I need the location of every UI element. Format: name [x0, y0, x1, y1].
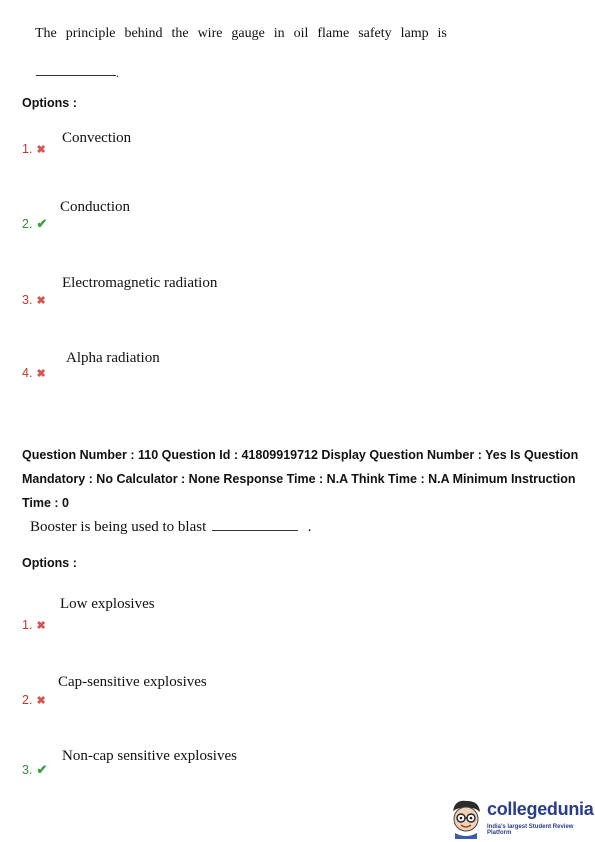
options-label: Options :: [22, 556, 77, 570]
option-number: 4. ✖: [22, 366, 46, 380]
mascot-logo-icon: [447, 797, 485, 839]
cross-icon: ✖: [36, 694, 46, 707]
cross-icon: ✖: [36, 294, 46, 307]
checkmark-icon: ✔: [36, 216, 48, 231]
option-text: Non-cap sensitive explosives: [62, 748, 237, 764]
option-number: 3. ✖: [22, 293, 46, 307]
answer-blank-line: [36, 75, 116, 76]
option-number: 2. ✔: [22, 216, 48, 231]
checkmark-icon: ✔: [36, 762, 48, 777]
question-metadata: Question Number : 110 Question Id : 41809919712 Display Question Number : Yes Is Question Mandatory : No Calculator : None Response Time : N.A Think Time : N.A Minimum Instruction Time : 0: [22, 448, 579, 510]
brand-name: collegedunia: [487, 799, 594, 819]
option-text: Cap-sensitive explosives: [58, 674, 207, 690]
answer-blank-line: [212, 530, 298, 531]
brand-tagline: India's largest Student Review Platform: [487, 824, 574, 836]
option-text: Convection: [62, 130, 132, 146]
option-number: 1. ✖: [22, 142, 46, 156]
options-label: Options :: [22, 96, 77, 110]
option-number: 3. ✔: [22, 762, 48, 777]
option-text: Conduction: [60, 199, 130, 215]
blank-period: .: [116, 66, 119, 80]
option-text: Alpha radiation: [66, 350, 160, 366]
option-number: 2. ✖: [22, 693, 46, 707]
cross-icon: ✖: [36, 367, 46, 380]
option-text: Low explosives: [60, 596, 155, 612]
question-2-text: Booster is being used to blast .: [30, 519, 312, 535]
question-1-text: The principle behind the wire gauge in oil flame safety lamp is: [35, 26, 447, 41]
option-number: 1. ✖: [22, 618, 46, 632]
cross-icon: ✖: [36, 143, 46, 156]
option-text: Electromagnetic radiation: [62, 275, 218, 291]
cross-icon: ✖: [36, 619, 46, 632]
